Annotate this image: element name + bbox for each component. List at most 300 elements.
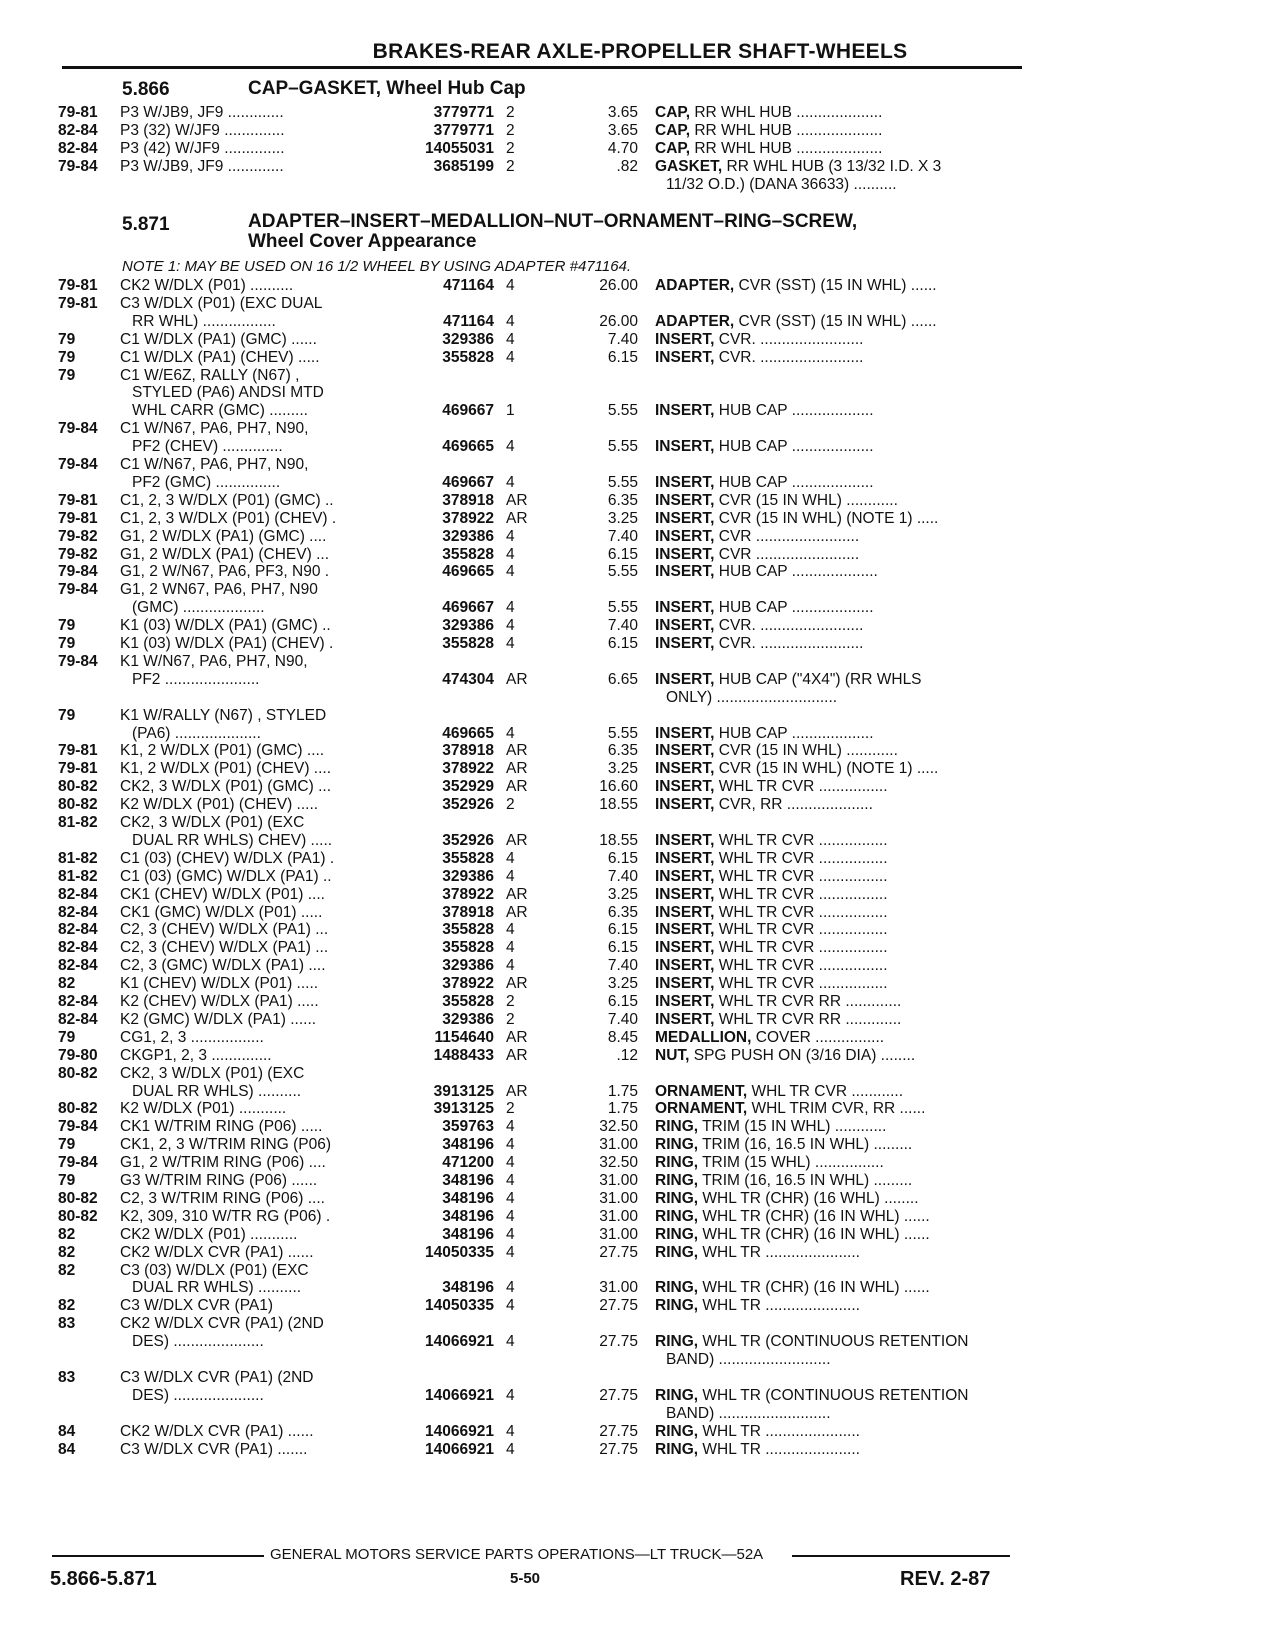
model-year: 84 [58,1440,76,1458]
application-desc: C2, 3 (GMC) W/DLX (PA1) .... [120,957,326,975]
application-desc: C1, 2, 3 W/DLX (P01) (CHEV) . [120,509,337,527]
model-year: 79-82 [58,545,98,563]
application-desc: P3 (32) W/JF9 .............. [120,121,285,139]
part-name-bold: INSERT, [655,617,715,635]
model-year: 79-84 [58,456,98,473]
model-year: 79-81 [58,760,98,778]
quantity: AR [506,903,528,921]
quantity: 4 [506,1297,515,1315]
application-desc: C1 (03) (GMC) W/DLX (PA1) .. [120,867,332,885]
part-number: 1488433 [433,1046,494,1064]
quantity: 4 [506,635,515,652]
part-name [655,993,1020,1011]
application-desc: CK2, 3 W/DLX (P01) (EXC [120,1064,305,1082]
footer-rule-left [52,1555,264,1557]
application-desc: C3 W/DLX (P01) (EXC DUAL [120,294,323,312]
price: 7.40 [607,957,638,975]
price: 5.55 [607,724,638,742]
part-name-bold: RING, [655,1118,699,1136]
part-name-rest: WHL TR CVR RR ............. [714,1010,902,1028]
part-name [655,277,1020,295]
part-number: 329386 [442,617,494,635]
model-year: 79-82 [58,527,98,545]
part-name-bold: INSERT, [655,975,715,993]
application-desc: CK1 W/TRIM RING (P06) ..... [120,1118,323,1136]
part-number: 471164 [443,312,494,330]
part-name-rest: HUB CAP .................... [714,563,878,581]
part-name [655,725,1020,743]
part-name-bold: RING, [655,1189,699,1207]
section-title: CAP–GASKET, Wheel Hub Cap [248,78,526,99]
model-year: 80-82 [58,1207,98,1225]
model-year: 82-84 [58,903,98,921]
part-name-rest: HUB CAP ................... [714,599,874,617]
part-number: 14066921 [425,1422,494,1440]
part-name-bold: INSERT, [655,885,715,903]
part-number: 329386 [442,1010,494,1028]
part-name-bold: INSERT, [655,957,715,975]
application-desc: C1 W/DLX (PA1) (GMC) ...... [120,330,317,348]
part-name [655,104,1020,122]
part-number: 378918 [442,903,494,921]
part-number: 348196 [442,1225,494,1243]
model-year: 79-81 [58,294,98,312]
part-number: 469667 [442,599,494,617]
application-desc: K1 (CHEV) W/DLX (P01) ..... [120,975,319,993]
quantity: 4 [506,599,515,617]
part-name [655,1441,1020,1459]
part-name [655,939,1020,957]
part-number: 378922 [442,975,494,993]
part-number: 469665 [442,438,494,456]
quantity: 4 [506,1386,515,1404]
application-desc: CKGP1, 2, 3 .............. [120,1046,272,1064]
quantity: 4 [506,1207,515,1225]
price: 6.65 [607,670,638,688]
price: 32.50 [599,1154,638,1172]
quantity: 4 [506,867,515,885]
part-name-rest: TRIM (15 WHL) ................ [698,1154,884,1172]
price: 26.00 [599,277,638,294]
part-name-bold: INSERT, [655,867,715,885]
part-name [655,1118,1020,1136]
part-name-rest: CVR. ........................ [714,348,864,366]
application-desc: G1, 2 W/N67, PA6, PF3, N90 . [120,563,330,581]
application-desc: PF2 (CHEV) .............. [132,438,283,456]
section-number: 5.871 [122,214,170,235]
quantity: 2 [506,1100,515,1118]
part-name-rest: CVR. ........................ [714,617,864,635]
application-desc: C3 (03) W/DLX (P01) (EXC [120,1261,309,1279]
price: 5.55 [607,599,638,617]
model-year: 79-81 [58,509,98,527]
part-number: 352926 [442,831,494,849]
price: 5.55 [607,473,638,491]
quantity: 4 [506,348,515,366]
model-year: 82 [58,975,76,993]
quantity: 4 [506,1172,515,1189]
part-name [655,1029,1020,1047]
quantity: 4 [506,1243,515,1261]
part-number: 14050335 [425,1297,494,1315]
price: 1.75 [607,1082,638,1100]
part-number: 352926 [442,796,494,814]
application-desc: PF2 ...................... [132,670,260,688]
part-number: 1154640 [434,1028,494,1046]
part-number: 355828 [442,849,494,867]
price: 32.50 [599,1118,638,1136]
model-year: 79-84 [58,420,98,438]
part-name [666,1405,1020,1423]
application-desc: C1 W/E6Z, RALLY (N67) , [120,366,300,384]
application-desc: (PA6) .................... [132,724,261,742]
application-desc: DES) ..................... [132,1386,264,1404]
part-name [655,868,1020,886]
part-number: 474304 [442,670,494,688]
part-number: 355828 [442,348,494,366]
model-year: 80-82 [58,778,98,796]
section-title: ADAPTER–INSERT–MEDALLION–NUT–ORNAMENT–RING–SCREW, [248,211,858,232]
page-header-title: BRAKES-REAR AXLE-PROPELLER SHAFT-WHEELS [372,40,908,63]
application-desc: K2 W/DLX (P01) (CHEV) ..... [120,796,319,814]
price: .12 [616,1046,638,1064]
part-name-bold: INSERT, [655,724,715,742]
part-name-rest: TRIM (15 IN WHL) ............ [698,1118,887,1136]
part-number: 469665 [442,563,494,581]
part-name-rest: WHL TRIM CVR, RR ...... [747,1100,926,1118]
part-name [655,904,1020,922]
part-name-bold: CAP, [655,121,691,139]
application-desc: (GMC) ................... [132,599,265,617]
application-desc: CK1 (GMC) W/DLX (P01) ..... [120,903,323,921]
price: 3.65 [607,104,638,121]
application-desc: C1 W/DLX (PA1) (CHEV) ..... [120,348,320,366]
price: 6.15 [607,849,638,867]
application-desc: K1 (03) W/DLX (PA1) (CHEV) . [120,635,334,652]
price: .82 [616,157,638,175]
price: 4.70 [607,139,638,157]
part-name [655,1279,1020,1297]
part-name-rest: HUB CAP ................... [714,473,874,491]
part-name [655,1208,1020,1226]
part-name-bold: INSERT, [655,1010,715,1028]
part-name-rest: ONLY) ............................ [666,688,838,706]
quantity: 4 [506,330,515,348]
part-number: 329386 [442,527,494,545]
part-name-bold: ORNAMENT, [655,1100,748,1118]
price: 3.25 [607,760,638,778]
part-name [655,778,1020,796]
part-number: 3779771 [433,104,494,121]
part-number: 355828 [442,921,494,939]
part-name-rest: WHL TR CVR ................ [714,831,888,849]
part-number: 348196 [442,1207,494,1225]
part-number: 378922 [442,509,494,527]
part-number: 355828 [442,545,494,563]
price: 16.60 [599,778,638,796]
application-desc: C3 W/DLX CVR (PA1) [120,1297,274,1315]
quantity: 4 [506,1279,515,1297]
part-name-rest: WHL TR (CHR) (16 IN WHL) ...... [698,1279,930,1297]
model-year: 82-84 [58,885,98,903]
application-desc: PF2 (GMC) ............... [132,473,281,491]
part-name-bold: INSERT, [655,527,715,545]
part-name [655,158,1020,176]
quantity: 4 [506,957,515,975]
part-name [655,331,1020,349]
application-desc: C1 (03) (CHEV) W/DLX (PA1) . [120,849,335,867]
application-desc: K1, 2 W/DLX (P01) (CHEV) .... [120,760,332,778]
model-year: 79-84 [58,1154,98,1172]
part-name [655,671,1020,689]
part-name-rest: CVR (15 IN WHL) ............ [714,491,898,509]
quantity: AR [506,885,528,903]
model-year: 79 [58,1028,76,1046]
application-desc: G3 W/TRIM RING (P06) ...... [120,1172,318,1189]
price: 7.40 [607,330,638,348]
price: 18.55 [599,796,638,814]
model-year: 79 [58,348,76,366]
application-desc: CK2 W/DLX CVR (PA1) ...... [120,1243,314,1261]
price: 5.55 [607,563,638,581]
price: 6.35 [607,742,638,760]
part-name-rest: BAND) .......................... [666,1404,831,1422]
part-name-bold: ADAPTER, [655,277,735,294]
part-name-bold: INSERT, [655,348,715,366]
part-number: 14055031 [425,139,494,157]
part-name-rest: CVR (15 IN WHL) (NOTE 1) ..... [714,509,939,527]
part-name-bold: INSERT, [655,438,715,456]
quantity: AR [506,778,528,796]
part-name-bold: RING, [655,1279,699,1297]
price: 7.40 [607,527,638,545]
price: 31.00 [599,1279,638,1297]
part-name-bold: INSERT, [655,849,715,867]
part-number: 471164 [443,277,494,294]
header-rule [62,66,1022,69]
quantity: 4 [506,438,515,456]
price: 27.75 [599,1422,638,1440]
quantity: AR [506,742,528,760]
application-desc: C3 W/DLX CVR (PA1) ....... [120,1440,308,1458]
part-name-bold: GASKET, [655,157,723,175]
application-desc: DUAL RR WHLS) CHEV) ..... [132,831,333,849]
part-name [655,599,1020,617]
part-name [655,1136,1020,1154]
part-name-bold: RING, [655,1440,699,1458]
quantity: 2 [506,796,515,814]
price: 6.15 [607,635,638,652]
part-name-rest: CVR. ........................ [714,330,864,348]
part-name-rest: 11/32 O.D.) (DANA 36633) .......... [666,175,897,193]
application-desc: CK2 W/DLX CVR (PA1) (2ND [120,1315,324,1333]
part-number: 329386 [442,330,494,348]
part-name-bold: MEDALLION, [655,1028,752,1046]
quantity: 4 [506,617,515,635]
quantity: 4 [506,1154,515,1172]
quantity: 4 [506,939,515,957]
quantity: 4 [506,1440,515,1458]
part-number: 14050335 [425,1243,494,1261]
quantity: 4 [506,563,515,581]
part-number: 378918 [442,491,494,509]
application-desc: K1, 2 W/DLX (P01) (GMC) .... [120,742,325,760]
price: 27.75 [599,1440,638,1458]
price: 1.75 [607,1100,638,1118]
quantity: AR [506,1046,528,1064]
model-year: 79-81 [58,277,98,294]
part-name-rest: WHL TR (CHR) (16 WHL) ........ [698,1189,919,1207]
application-desc: C1 W/N67, PA6, PH7, N90, [120,456,309,473]
quantity: 2 [506,993,515,1010]
quantity: 4 [506,312,515,330]
part-name-bold: INSERT, [655,473,715,491]
part-name-rest: RR WHL HUB .................... [690,104,883,121]
part-name [655,510,1020,528]
part-number: 348196 [442,1189,494,1207]
application-desc: G1, 2 W/TRIM RING (P06) .... [120,1154,326,1172]
application-desc: K2, 309, 310 W/TR RG (P06) . [120,1207,331,1225]
model-year: 79 [58,330,76,348]
part-name [655,1011,1020,1029]
part-name [655,1226,1020,1244]
part-name [655,349,1020,367]
application-desc: CK1, 2, 3 W/TRIM RING (P06) [120,1136,332,1154]
part-name [655,546,1020,564]
part-name-bold: RING, [655,1172,699,1189]
part-name-rest: WHL TR CVR ................ [714,921,888,939]
part-name [655,1297,1020,1315]
part-name [655,975,1020,993]
quantity: AR [506,491,528,509]
model-year: 79-84 [58,157,98,175]
application-desc: DUAL RR WHLS) .......... [132,1082,302,1100]
application-desc: RR WHL) ................. [132,312,276,330]
part-name-rest: CVR (SST) (15 IN WHL) ...... [734,312,937,330]
model-year: 81-82 [58,849,98,867]
quantity: 4 [506,527,515,545]
part-name [655,1423,1020,1441]
part-number: 3913125 [433,1100,494,1118]
part-number: 469667 [442,402,494,420]
price: 6.15 [607,348,638,366]
part-number: 471200 [442,1154,494,1172]
price: 6.15 [607,545,638,563]
part-number: 348196 [442,1279,494,1297]
part-name [655,122,1020,140]
quantity: 2 [506,104,515,121]
part-name-rest: CVR ........................ [714,545,860,563]
part-name [655,742,1020,760]
part-name [666,176,1020,194]
part-name [655,760,1020,778]
part-name [655,957,1020,975]
model-year: 79-81 [58,104,98,121]
application-desc: DUAL RR WHLS) .......... [132,1279,302,1297]
model-year: 79 [58,366,76,384]
part-number: 378922 [442,885,494,903]
part-name-rest: WHL TR CVR ................ [714,975,888,993]
quantity: 4 [506,724,515,742]
quantity: AR [506,509,528,527]
price: 31.00 [599,1189,638,1207]
model-year: 80-82 [58,1064,98,1082]
part-number: 359763 [442,1118,494,1136]
application-desc: K2 (GMC) W/DLX (PA1) ...... [120,1010,317,1028]
part-name-bold: RING, [655,1297,699,1315]
part-number: 355828 [442,993,494,1010]
model-year: 80-82 [58,1100,98,1118]
part-name-bold: ORNAMENT, [655,1082,748,1100]
application-desc: C1 W/N67, PA6, PH7, N90, [120,420,309,438]
quantity: 4 [506,849,515,867]
application-desc: K1 (03) W/DLX (PA1) (GMC) .. [120,617,331,635]
part-name [666,1351,1020,1369]
note-1: NOTE 1: MAY BE USED ON 16 1/2 WHEEL BY USING ADAPTER #471164. [122,258,632,275]
price: 27.75 [599,1297,638,1315]
model-year: 79-84 [58,652,98,670]
part-name-bold: INSERT, [655,545,715,563]
part-number: 14066921 [425,1440,494,1458]
application-desc: CK2, 3 W/DLX (P01) (EXC [120,814,305,831]
price: 18.55 [599,831,638,849]
model-year: 82 [58,1243,76,1261]
part-number: 378918 [442,742,494,760]
part-name-bold: INSERT, [655,760,715,778]
application-desc: G1, 2 W/DLX (PA1) (GMC) .... [120,527,327,545]
part-name [655,140,1020,158]
model-year: 82-84 [58,993,98,1010]
application-desc: CK1 (CHEV) W/DLX (P01) .... [120,885,325,903]
application-desc: WHL CARR (GMC) ......... [132,402,308,420]
part-name-rest: HUB CAP ................... [714,724,874,742]
part-number: 3913125 [433,1082,494,1100]
part-name-bold: INSERT, [655,993,715,1010]
model-year: 81-82 [58,814,98,831]
part-name-rest: RR WHL HUB .................... [690,121,883,139]
part-name-rest: CVR, RR .................... [714,796,873,814]
model-year: 81-82 [58,867,98,885]
application-desc: DES) ..................... [132,1333,264,1351]
application-desc: P3 (42) W/JF9 .............. [120,139,285,157]
part-name-rest: WHL TR CVR ................ [714,957,888,975]
part-name-rest: TRIM (16, 16.5 IN WHL) ......... [698,1172,913,1189]
part-name-rest: WHL TR (CONTINUOUS RETENTION [698,1333,969,1351]
part-name-rest: SPG PUSH ON (3/16 DIA) ........ [689,1046,916,1064]
model-year: 82-84 [58,921,98,939]
part-name-bold: INSERT, [655,563,715,581]
part-name [655,402,1020,420]
part-number: 329386 [442,867,494,885]
price: 6.35 [607,491,638,509]
application-desc: C3 W/DLX CVR (PA1) (2ND [120,1368,314,1386]
quantity: 2 [506,1010,515,1028]
price: 3.25 [607,509,638,527]
model-year: 83 [58,1368,76,1386]
price: 31.00 [599,1136,638,1154]
price: 6.15 [607,993,638,1010]
part-name-rest: WHL TR CVR RR ............. [714,993,902,1010]
price: 31.00 [599,1207,638,1225]
price: 7.40 [607,1010,638,1028]
model-year: 79-84 [58,1118,98,1136]
part-name [655,313,1020,331]
model-year: 80-82 [58,1189,98,1207]
part-name-rest: CVR (SST) (15 IN WHL) ...... [734,277,937,294]
quantity: AR [506,1028,528,1046]
part-name [655,563,1020,581]
quantity: 4 [506,1225,515,1243]
